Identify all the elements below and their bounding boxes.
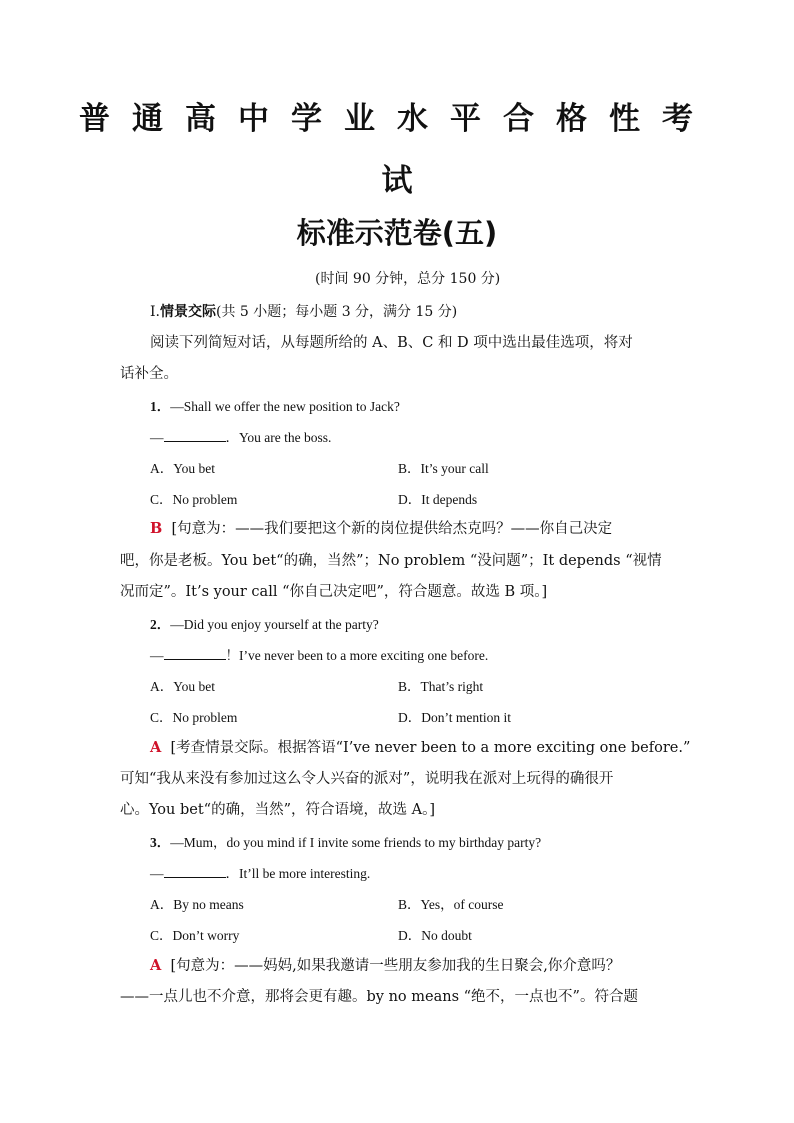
question-3-reply [150, 862, 370, 882]
option-a: A．You bet [150, 461, 216, 476]
question-2-explain-line2: 可知“我从来没有参加过这么令人兴奋的派对”，说明我在派对上玩得的确很开 [120, 771, 614, 787]
section-scoring: (共 5 小题；每小题 3 分，满分 15 分) [215, 304, 458, 320]
explanation-text: [句意为：——我们要把这个新的岗位提供给杰克吗？——你自己决定 [171, 521, 613, 537]
question-number: 2． [150, 617, 171, 632]
question-3-explain-line2: ——一点儿也不介意，那将会更有趣。by no means “绝不，一点也不”。符合题 [120, 989, 638, 1005]
question-2-explain-line1 [150, 736, 690, 757]
question-1-prompt [150, 395, 400, 415]
question-1-explain-line1 [150, 517, 612, 538]
option-c: C．Don’t worry [150, 928, 240, 943]
exam-meta: (时间 90 分钟，总分 150 分) [315, 271, 501, 287]
reply-text: ！I’ve never been to a more exciting one before. [225, 648, 489, 663]
option-c: C．No problem [150, 492, 238, 507]
answer-blank [164, 429, 226, 442]
explanation-text: [句意为：——妈妈,如果我邀请一些朋友参加我的生日聚会,你介意吗？ [170, 958, 621, 974]
reply-text: ．It’ll be more interesting. [225, 866, 371, 881]
option-b: B．Yes，of course [398, 897, 504, 912]
question-3-prompt [150, 831, 541, 851]
option-b: B．That’s right [398, 679, 484, 694]
instruction-line2: 话补全。 [120, 366, 178, 382]
option-d: D．Don’t mention it [398, 710, 511, 725]
answer-letter: A [150, 957, 162, 974]
answer-letter: B [150, 520, 163, 537]
answer-blank [164, 647, 226, 660]
question-text: —Shall we offer the new position to Jack? [170, 399, 400, 414]
option-d: D．It depends [398, 492, 478, 507]
question-1-reply [150, 426, 331, 446]
explanation-text: [考查情景交际。根据答语“I’ve never been to a more exciting one before.” [170, 740, 691, 756]
question-2-reply [150, 644, 488, 664]
question-2-prompt [150, 613, 379, 633]
question-number: 1． [150, 399, 171, 414]
question-1-explain-line2: 吧，你是老板。You bet“的确，当然”；No problem “没问题”；It depends “视情 [120, 553, 662, 569]
section-heading [150, 301, 457, 321]
question-text: —Mum，do you mind if I invite some friends to my birthday party? [170, 835, 542, 850]
section-number: Ⅰ. [150, 304, 160, 320]
reply-dash: — [150, 430, 164, 445]
option-b: B．It’s your call [398, 461, 489, 476]
reply-text: ．You are the boss. [225, 430, 332, 445]
exam-title-line2: 试 [381, 163, 413, 199]
question-2-explain-line3: 心。You bet“的确，当然”，符合语境，故选 A。] [120, 802, 435, 818]
answer-letter: A [150, 739, 162, 756]
option-a: A．By no means [150, 897, 244, 912]
reply-dash: — [150, 866, 164, 881]
instruction-line1: 阅读下列简短对话，从每题所给的 A、B、C 和 D 项中选出最佳选项，将对 [150, 335, 633, 351]
section-name: 情景交际 [159, 304, 216, 320]
reply-dash: — [150, 648, 164, 663]
question-1-explain-line3: 况而定”。It’s your call “你自己决定吧”，符合题意。故选 B 项。] [120, 584, 548, 600]
question-text: —Did you enjoy yourself at the party? [170, 617, 379, 632]
option-a: A．You bet [150, 679, 216, 694]
question-3-explain-line1 [150, 954, 620, 975]
exam-title-line1: 普通高中学业水平合格性考 [79, 101, 715, 137]
question-number: 3． [150, 835, 171, 850]
exam-subtitle: 标准示范卷(五) [296, 216, 498, 250]
option-c: C．No problem [150, 710, 238, 725]
option-d: D．No doubt [398, 928, 472, 943]
answer-blank [164, 865, 226, 878]
